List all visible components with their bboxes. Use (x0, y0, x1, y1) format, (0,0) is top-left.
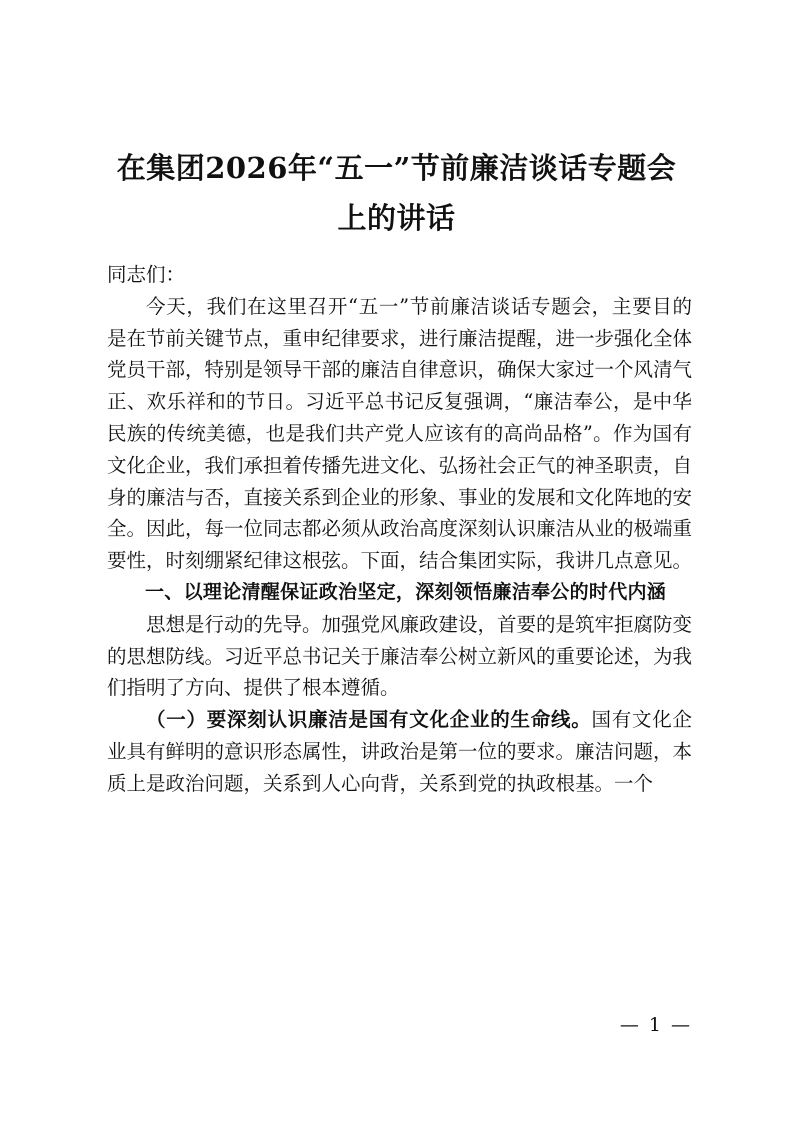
intro-paragraph: 今天，我们在这里召开“五一”节前廉洁谈话专题会，主要目的是在节前关键节点，重申纪律要求，进行廉洁提醒，进一步强化全体党员干部，特别是领导干部的廉洁自律意识，确保大家过一个风清气正、欢乐祥和的节日。习近平总书记反复强调，“廉洁奉公，是中华民族的传统美德，也是我们共产党人应该有的高尚品格”。作为国有文化企业，我们承担着传播先进文化、弘扬社会正气的神圣职责，自身的廉洁与否，直接关系到企业的形象、事业的发展和文化阵地的安全。因此，每一位同志都必须从政治高度深刻认识廉洁从业的极端重要性，时刻绷紧纪律这根弦。下面，结合集团实际，我讲几点意见。 (107, 294, 693, 573)
document-title-line-1: 在集团2026年“五一”节前廉洁谈话专题会 (116, 151, 677, 185)
subsection-1-text: 国有文化企业具有鲜明的意识形态属性，讲政治是第一位的要求。廉洁问题，本质上是政治问题，关系到人心向背，关系到党的执政根基。一个 (107, 708, 693, 795)
document-title-line-2: 上的讲话 (337, 201, 456, 235)
section-1-paragraph: 思想是行动的先导。加强党风廉政建设，首要的是筑牢拒腐防变的思想防线。习近平总书记关于廉洁奉公树立新风的重要论述，为我们指明了方向、提供了根本遵循。 (107, 612, 693, 700)
document-body (107, 259, 692, 800)
page-number: — 1 — (619, 1014, 692, 1036)
salutation: 同志们： (107, 263, 186, 286)
subsection-1-heading: （一）要深刻认识廉洁是国有文化企业的生命线。 (146, 708, 592, 732)
subsection-1-paragraph (107, 704, 692, 799)
section-1-heading: 一、以理论清醒保证政治坚定，深刻领悟廉洁奉公的时代内涵 (145, 580, 667, 603)
